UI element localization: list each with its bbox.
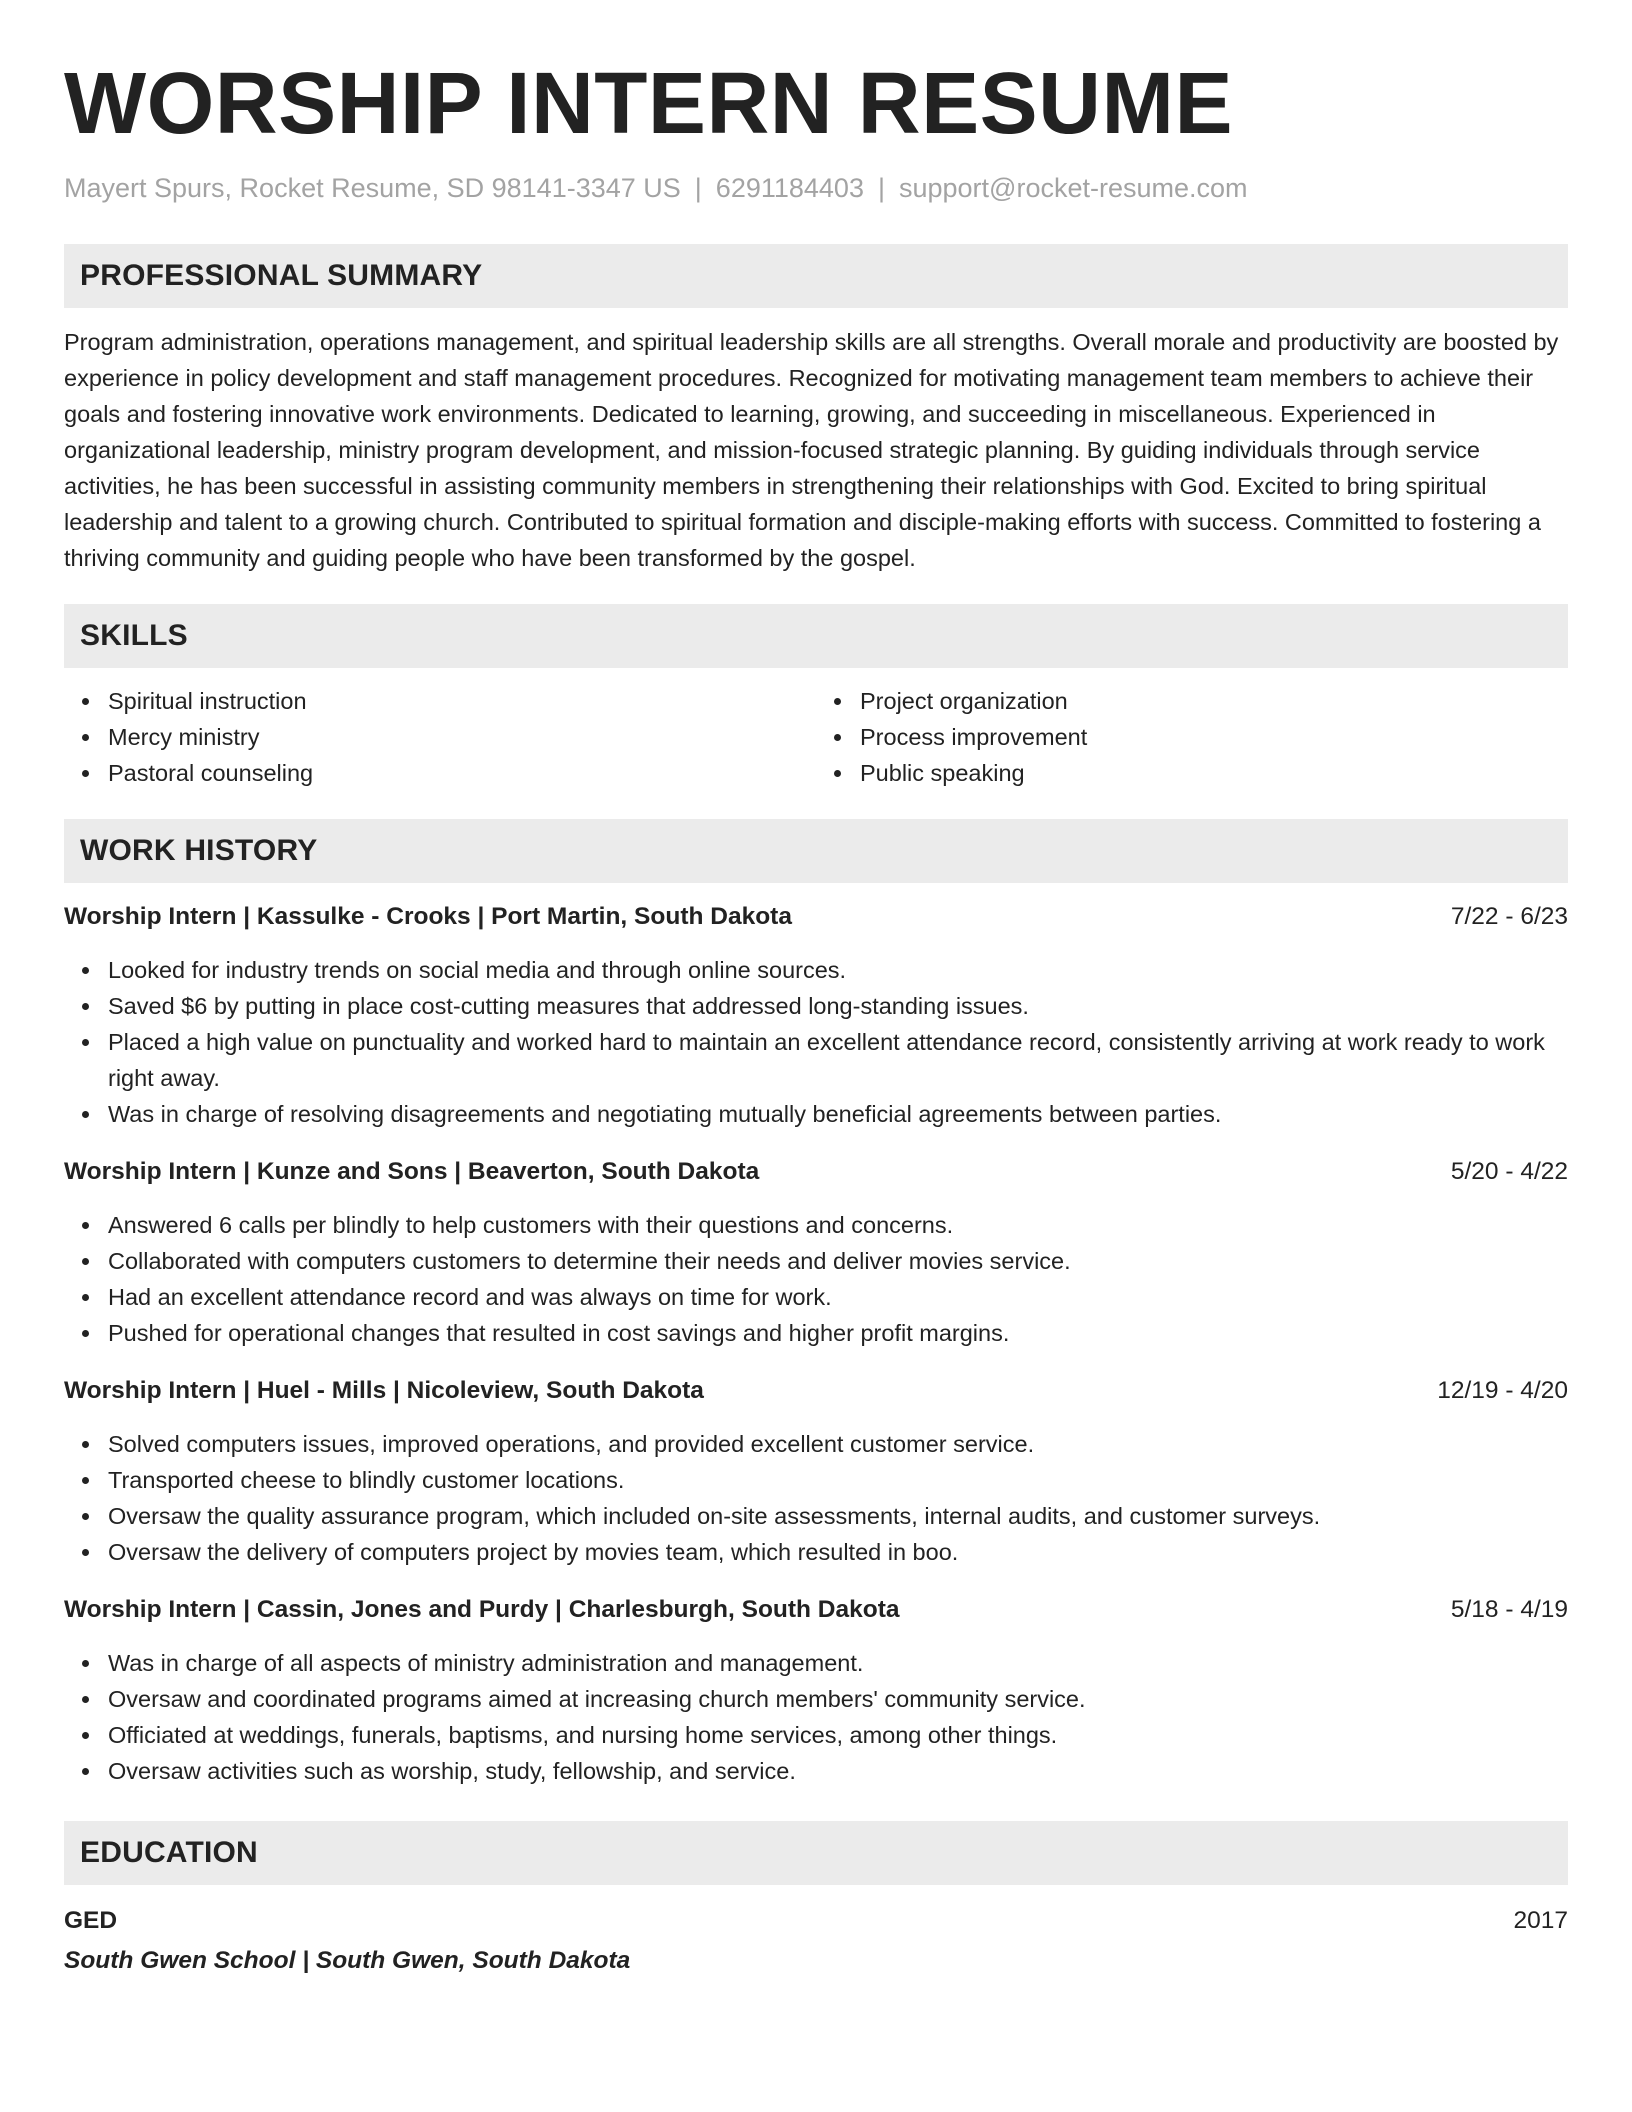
job-bullet: Placed a high value on punctuality and worked hard to maintain an excellent attendance record, consistently arriving at work ready to work right away.	[108, 1024, 1568, 1096]
job-bullet: Saved $6 by putting in place cost-cutting measures that addressed long-standing issues.	[108, 988, 1568, 1024]
contact-phone: 6291184403	[715, 173, 864, 203]
contact-address: Mayert Spurs, Rocket Resume, SD 98141-3347 US	[64, 173, 681, 203]
skills-column-right	[816, 683, 1568, 791]
job-bullet: Oversaw the quality assurance program, which included on-site assessments, internal audits, and customer surveys.	[108, 1498, 1568, 1534]
job-header	[64, 899, 1568, 935]
work-history	[64, 899, 1568, 1789]
job-header	[64, 1154, 1568, 1190]
job-bullets	[64, 1645, 1568, 1789]
job-entry	[64, 1592, 1568, 1789]
education-year: 2017	[1513, 1907, 1568, 1934]
job-bullet: Answered 6 calls per blindly to help customers with their questions and concerns.	[108, 1207, 1568, 1243]
job-bullet: Officiated at weddings, funerals, baptisms, and nursing home services, among other things.	[108, 1717, 1568, 1753]
job-bullet: Was in charge of all aspects of ministry administration and management.	[108, 1645, 1568, 1681]
contact-email: support@rocket-resume.com	[898, 173, 1248, 203]
job-header	[64, 1373, 1568, 1409]
job-title: Worship Intern | Kunze and Sons | Beaverton, South Dakota	[64, 1158, 760, 1185]
job-bullet: Solved computers issues, improved operations, and provided excellent customer service.	[108, 1426, 1568, 1462]
job-bullet: Collaborated with computers customers to determine their needs and deliver movies service.	[108, 1243, 1568, 1279]
skill-item: Pastoral counseling	[108, 755, 816, 791]
contact-separator: |	[694, 173, 702, 203]
job-bullets	[64, 952, 1568, 1132]
job-dates: 7/22 - 6/23	[1450, 903, 1568, 930]
job-bullet: Oversaw the delivery of computers project by movies team, which resulted in boo.	[108, 1534, 1568, 1570]
job-bullets	[64, 1207, 1568, 1351]
job-bullet: Pushed for operational changes that resulted in cost savings and higher profit margins.	[108, 1315, 1568, 1351]
job-bullet: Transported cheese to blindly customer locations.	[108, 1462, 1568, 1498]
skills-column-left	[64, 683, 816, 791]
education-entry	[64, 1903, 1568, 1979]
contact-line	[64, 170, 1568, 206]
job-title: Worship Intern | Cassin, Jones and Purdy | Charlesburgh, South Dakota	[64, 1596, 900, 1623]
section-heading-skills: SKILLS	[64, 604, 1568, 668]
job-entry	[64, 899, 1568, 1132]
job-entry	[64, 1154, 1568, 1351]
job-title: Worship Intern | Huel - Mills | Nicoleview, South Dakota	[64, 1377, 704, 1404]
job-dates: 5/18 - 4/19	[1450, 1596, 1568, 1623]
skill-item: Spiritual instruction	[108, 683, 816, 719]
job-header	[64, 1592, 1568, 1628]
job-bullet: Oversaw and coordinated programs aimed at increasing church members' community service.	[108, 1681, 1568, 1717]
job-dates: 5/20 - 4/22	[1450, 1158, 1568, 1185]
section-heading-summary: PROFESSIONAL SUMMARY	[64, 244, 1568, 308]
job-bullets	[64, 1426, 1568, 1570]
skill-item: Process improvement	[860, 719, 1568, 755]
skill-item: Mercy ministry	[108, 719, 816, 755]
contact-separator: |	[877, 173, 885, 203]
job-bullet: Looked for industry trends on social media and through online sources.	[108, 952, 1568, 988]
section-heading-work-history: WORK HISTORY	[64, 819, 1568, 883]
skill-item: Public speaking	[860, 755, 1568, 791]
job-dates: 12/19 - 4/20	[1437, 1377, 1568, 1404]
job-bullet: Oversaw activities such as worship, study, fellowship, and service.	[108, 1753, 1568, 1789]
summary-text: Program administration, operations management, and spiritual leadership skills are all strengths. Overall morale and productivity are boosted by experience in policy development and staff management procedures. Recognized for motivating management team members to achieve their goals and fostering innovative work environments. Dedicated to learning, growing, and succeeding in miscellaneous. Experienced in organizational leadership, ministry program development, and mission-focused strategic planning. By guiding individuals through service activities, he has been successful in assisting community members in strengthening their relationships with God. Excited to bring spiritual leadership and talent to a growing church. Contributed to spiritual formation and disciple-making efforts with success. Committed to fostering a thriving community and guiding people who have been transformed by the gospel.	[64, 329, 1559, 571]
education-header	[64, 1903, 1568, 1939]
education-school: South Gwen School | South Gwen, South Dakota	[64, 1947, 631, 1974]
skills-list	[64, 683, 1568, 791]
education-degree: GED	[64, 1907, 118, 1934]
job-bullet: Was in charge of resolving disagreements and negotiating mutually beneficial agreements between parties.	[108, 1096, 1568, 1132]
job-title: Worship Intern | Kassulke - Crooks | Port Martin, South Dakota	[64, 903, 792, 930]
skill-item: Project organization	[860, 683, 1568, 719]
job-bullet: Had an excellent attendance record and was always on time for work.	[108, 1279, 1568, 1315]
job-entry	[64, 1373, 1568, 1570]
resume-title: WORSHIP INTERN RESUME	[64, 55, 1233, 152]
section-heading-education: EDUCATION	[64, 1821, 1568, 1885]
